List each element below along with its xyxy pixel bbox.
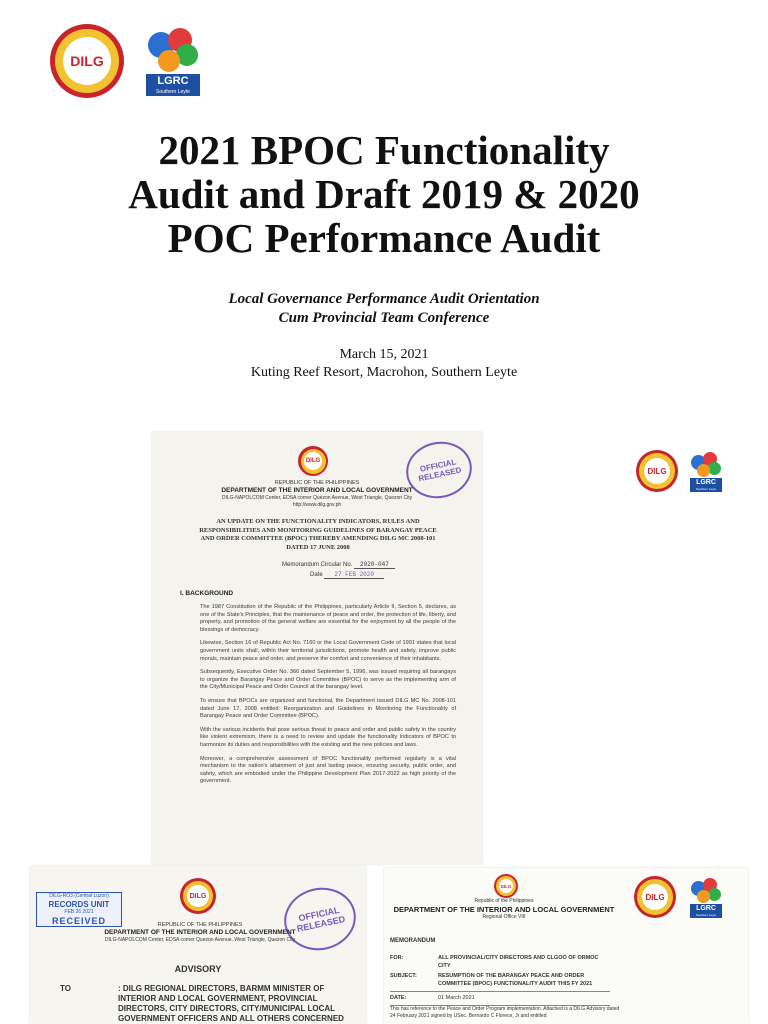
memo3-body: This has reference to the Peace and Order Program implementation. Attached is a DILG Advisory dated 24 February 2021 signed by USec. Bernardo C Florece, Jr and entitled (390, 1006, 620, 1019)
official-released-stamp: OFFICIAL RELEASED (401, 436, 477, 504)
lgrc-logo-text: LGRC (146, 74, 200, 88)
advisory-scan (30, 866, 366, 1024)
for-label: FOR: (390, 955, 404, 961)
memo1-republic: REPUBLIC OF THE PHILIPPINES (274, 480, 360, 486)
title-line-1: 2021 BPOC Functionality (158, 127, 610, 173)
received-stamp: DILG-RO3 (Central Luzon) RECORDS UNIT FEB 26 2021 RECEIVED (36, 892, 122, 927)
date-value: 01 March 2021 (438, 995, 475, 1001)
memo2-department: DEPARTMENT OF THE INTERIOR AND LOCAL GOVERNMENT (104, 929, 296, 936)
mc-label: Memorandum Circular No. (282, 562, 353, 568)
subject-value: RESUMPTION OF THE BARANGAY PEACE AND ORDER COMMITTEE (BPOC) FUNCTIONALITY AUDIT THIS FY 2021 (438, 973, 593, 987)
memo2-republic: REPUBLIC OF THE PHILIPPINES (157, 922, 243, 928)
advisory-to-value: : DILG REGIONAL DIRECTORS, BARMM MINISTER OF INTERIOR AND LOCAL GOVERNMENT, PROVINCIAL DIRECTORS, CITY DIRECTORS, CITY/MUNICIPAL LOCAL GOVERNMENT OFFICERS AND ALL OTHERS CONCERNED (118, 984, 344, 1023)
memo1-paragraph: To ensure that BPOCs are organized and functional, the Department issued DILG MC No. 2008-101 dated June 17, 2008 entitled: Reorganization and Guidelines in Monitoring the Functionality of Barangay Peace and Order Committee (BPOC). (200, 697, 456, 720)
lgrc-logo (146, 28, 200, 96)
lgrc-logo-small: LGRC Southern Leyte (690, 452, 722, 492)
lgrc-mark-icon (690, 452, 722, 478)
memo1-address: DILG-NAPOLCOM Center, EDSA corner Quezon Avenue, West Triangle, Quezon City (221, 495, 413, 501)
memo3-department: DEPARTMENT OF THE INTERIOR AND LOCAL GOVERNMENT (393, 905, 615, 914)
mc-number: 2020-047 (354, 561, 395, 569)
memo3-memorandum: MEMORANDUM (390, 938, 436, 944)
lgrc-logo-small: LGRC Southern Leyte (690, 878, 722, 918)
lgrc-mark-icon (690, 878, 722, 904)
event-venue: Kuting Reef Resort, Macrohon, Southern Leyte (250, 365, 518, 380)
memo1-mc-block (282, 560, 395, 580)
lgrc-logo-sub: Southern Leyte (146, 88, 200, 96)
dilg-logo-small: DILG (636, 450, 678, 492)
subtitle (0, 290, 768, 328)
memo1-paragraph: With the various incidents that pose serious threat to peace and order and public safety in the country like violent extremism, there is a need to review and update the functionality indicators of BPOC to harmonize its duties and responsibilities with the existing and the new policies and laws. (200, 726, 456, 748)
date-label: Date (310, 572, 323, 578)
regional-memorandum-scan (384, 868, 748, 1024)
date-label: DATE: (390, 995, 407, 1001)
memo-circular-scan (152, 432, 482, 864)
official-released-stamp: OFFICIAL RELEASED (278, 881, 361, 957)
subtitle-line-1: Local Governance Performance Audit Orientation (228, 291, 540, 307)
dilg-logo-text: DILG (63, 37, 111, 85)
memo1-body (200, 604, 456, 792)
memo1-website: http://www.dilg.gov.ph (292, 502, 342, 508)
subtitle-line-2: Cum Provincial Team Conference (278, 310, 490, 326)
event-date: March 15, 2021 (339, 347, 429, 362)
memo1-paragraph: Subsequently, Executive Order No. 366 dated September 5, 1996, was issued requiring all barangays to organize the Barangay Peace and Order Committee (BPOC) to serve as the implementing arm of the City/Municipal Peace and Order Council at the barangay level. (200, 669, 456, 691)
title-line-2: Audit and Draft 2019 & 2020 (128, 171, 640, 217)
memo1-department: DEPARTMENT OF THE INTERIOR AND LOCAL GOVERNMENT (221, 487, 413, 494)
memo1-paragraph: Moreover, a comprehensive assessment of BPOC functionality performed regularly is a vital mechanism to the nation's attainment of just and lasting peace, ensuring security, public order, and safety, which are embodied under the Philippine Development Plan 2017-2022 as high priority of the government. (200, 755, 456, 785)
memo1-subject: AN UPDATE ON THE FUNCTIONALITY INDICATORS, RULES AND RESPONSIBILITIES AND MONITORING GUIDELINES OF BARANGAY PEACE AND ORDER COMMITTEE (BPOC) THEREBY AMENDING DILG MC 2008-101 DATED 17 JUNE 2008 (199, 518, 437, 551)
memo1-paragraph: Likewise, Section 16 of Republic Act No. 7160 or the Local Government Code of 1991 states that local government units shall, within their territorial jurisdictions, promote health and safety, improve public morals, maintain peace and order, and preserve the comfort and convenience of their inhabitants. (200, 640, 456, 662)
memo3-header-fields (390, 954, 610, 1006)
subject-label: SUBJECT: (390, 973, 417, 979)
memo2-address: DILG-NAPOLCOM Center, EDSA corner Quezon Avenue, West Triangle, Quezon City (104, 937, 296, 943)
memo3-region: Regional Office VIII (482, 914, 526, 920)
for-value: ALL PROVINCIAL/CITY DIRECTORS AND CLGOO OF ORMOC CITY (438, 955, 599, 969)
advisory-to-label: TO (60, 984, 71, 993)
lgrc-mark-icon (146, 28, 200, 74)
memo3-republic: Republic of the Philippines (474, 898, 534, 904)
title-line-3: POC Performance Audit (167, 215, 601, 261)
page-title (0, 128, 768, 260)
memo2-dilg-seal: DILG (180, 878, 216, 914)
memo1-dilg-seal: DILG (298, 446, 328, 476)
dilg-logo (50, 24, 124, 98)
dilg-logo-small: DILG (634, 876, 676, 918)
advisory-heading: ADVISORY (174, 964, 222, 974)
memo1-paragraph: The 1987 Constitution of the Republic of the Philippines, particularly Article II, Section 5, declares, as one of the State's Principles, that the maintenance of peace and order, the protection of life, liberty, and property, and promotion of the general welfare are essential for the enjoyment by all the people of the blessings of democracy. (200, 604, 456, 633)
memo1-section-heading: I. BACKGROUND (180, 590, 234, 597)
date-value: 27 FEB 2020 (324, 571, 384, 579)
memo3-dilg-seal: DILG (494, 874, 518, 898)
